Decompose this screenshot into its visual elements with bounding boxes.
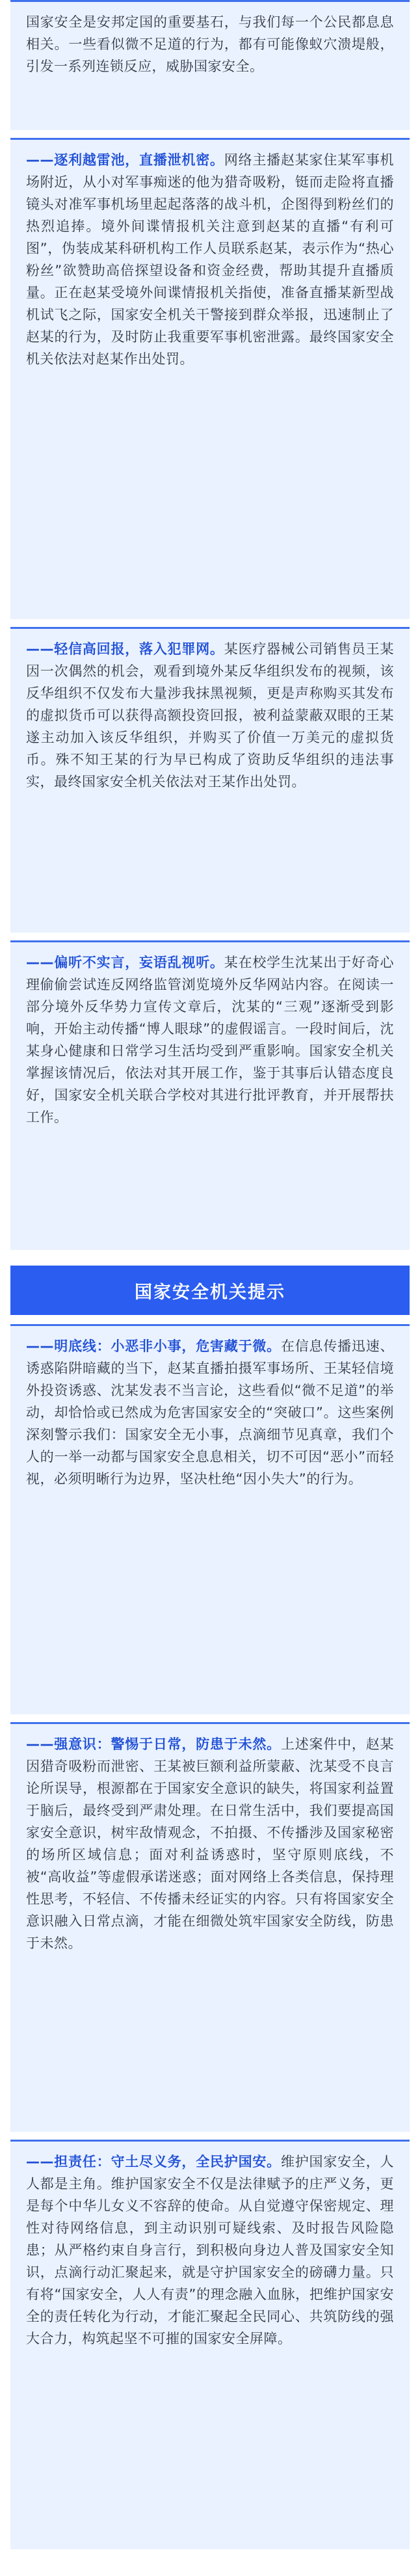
case-highlight: ——偏听不实言，妄语乱视听。 (26, 955, 224, 970)
case-card-livestream (10, 138, 410, 619)
tip-text: 维护国家安全，人人都是主角。维护国家安全不仅是法律赋予的庄严义务，更是每个中华儿女义不容辞的使命。从自觉遵守保密规定、理性对待网络信息，到主动识别可疑线索、及时报告风险隐患；从严格约束自身言行，到积极向身边人普及国家安全知识，点滴行动汇聚起来，就是守护国家安全的磅礴力量。只有将“国家安全，人人有责”的理念融入血脉，把维护国家安全的责任转化为行动，才能汇聚起全民同心、共筑防线的强大合力，构筑起坚不可摧的国家安全屏障。 (26, 2154, 395, 2346)
tip-highlight: ——明底线：小恶非小事，危害藏于微。 (26, 1338, 281, 1354)
case-paragraph (26, 638, 394, 793)
case-text: 某在校学生沈某出于好奇心理偷偷尝试连反网络监管浏览境外反华网站内容。在阅读一部分境外反华势力宣传文章后，沈某的“三观”逐渐受到影响，开始主动传播“博人眼球”的虚假谣言。一段时间后，沈某身心健康和日常学习生活均受到严重影响。国家安全机关掌握该情况后，依法对其开展工作，鉴于其事后认错态度良好，国家安全机关联合学校对其进行批评教育，并开展帮扶工作。 (26, 955, 395, 1125)
intro-paragraph (26, 11, 394, 77)
section-text: 国家安全是安邦定国的重要基石，与我们每一个公民都息息相关。一些看似微不足道的行为，都有可能像蚁穴溃堤般，引发一系列连锁反应，威胁国家安全。 (26, 14, 394, 74)
tip-paragraph (26, 1733, 394, 1954)
banner-title: 国家安全机关提示 (135, 1282, 285, 1303)
case-card-crypto (10, 627, 410, 933)
tip-card-responsibility (10, 2140, 410, 2549)
case-paragraph (26, 951, 394, 1128)
tip-card-bottom-line (10, 1324, 410, 1714)
case-highlight: ——逐利越雷池，直播泄机密。 (26, 152, 224, 168)
tip-text: 上述案件中，赵某因猎奇吸粉而泄密、王某被巨额利益所蒙蔽、沈某受不良言论所误导，根源都在于国家安全意识的缺失，将国家利益置于脑后，最终受到严肃处理。在日常生活中，我们要提高国家安全意识，树牢敌情观念，不拍摄、不传播涉及国家秘密的场所区域信息；面对利益诱惑时，坚守原则底线，不被“高收益”等虚假承诺迷惑；面对网络上各类信息，保持理性思考，不轻信、不传播未经证实的内容。只有将国家安全意识融入日常点滴，才能在细微处筑牢国家安全防线，防患于未然。 (26, 1736, 395, 1951)
tip-card-awareness (10, 1722, 410, 2132)
case-paragraph (26, 149, 394, 370)
case-text: 网络主播赵某家住某军事机场附近，从小对军事痴迷的他为猎奇吸粉，铤而走险将直播镜头对准军事机场里起起落落的战斗机，企图得到粉丝们的热烈追捧。境外间谍情报机关注意到赵某的直播“有利可图”，伪装成某科研机构工作人员联系赵某，表示作为“热心粉丝”欲赞助高倍探望设备和资金经费，帮助其提升直播质量。正在赵某受境外间谍情报机关指使，准备直播某新型战机试飞之际，国家安全机关干警接到群众举报，迅速制止了赵某的行为，及时防止我重要军事机密泄露。最终国家安全机关依法对赵某作出处罚。 (26, 152, 395, 367)
case-highlight: ——轻信高回报，落入犯罪网。 (26, 641, 224, 657)
tip-highlight: ——强意识：警惕于日常，防患于未然。 (26, 1736, 281, 1752)
tip-paragraph (26, 1335, 394, 1490)
tip-highlight: ——担责任：守土尽义务，全民护国安。 (26, 2154, 281, 2170)
case-card-rumor (10, 940, 410, 1250)
tips-banner (10, 1266, 410, 1315)
tip-paragraph (26, 2151, 394, 2350)
tip-text: 在信息传播迅速、诱惑陷阱暗藏的当下，赵某直播拍摄军事场所、王某轻信境外投资诱惑、沈某发表不当言论，这些看似“微不足道”的举动，却恰恰或已然成为危害国家安全的“突破口”。这些案例深刻警示我们：国家安全无小事，点滴细节见真章，我们个人的一举一动都与国家安全息息相关，切不可因“恶小”而轻视，必须明晰行为边界，坚决杜绝“因小失大”的行为。 (26, 1338, 395, 1487)
case-text: 某医疗器械公司销售员王某因一次偶然的机会，观看到境外某反华组织发布的视频，该反华组织不仅发布大量涉我抹黑视频，更是声称购买其发布的虚拟货币可以获得高额投资回报，被利益蒙蔽双眼的王某遂主动加入该反华组织，并购买了价值一万美元的虚拟货币。殊不知王某的行为早已构成了资助反华组织的违法事实，最终国家安全机关依法对王某作出处罚。 (26, 641, 395, 790)
intro-card (10, 0, 410, 130)
